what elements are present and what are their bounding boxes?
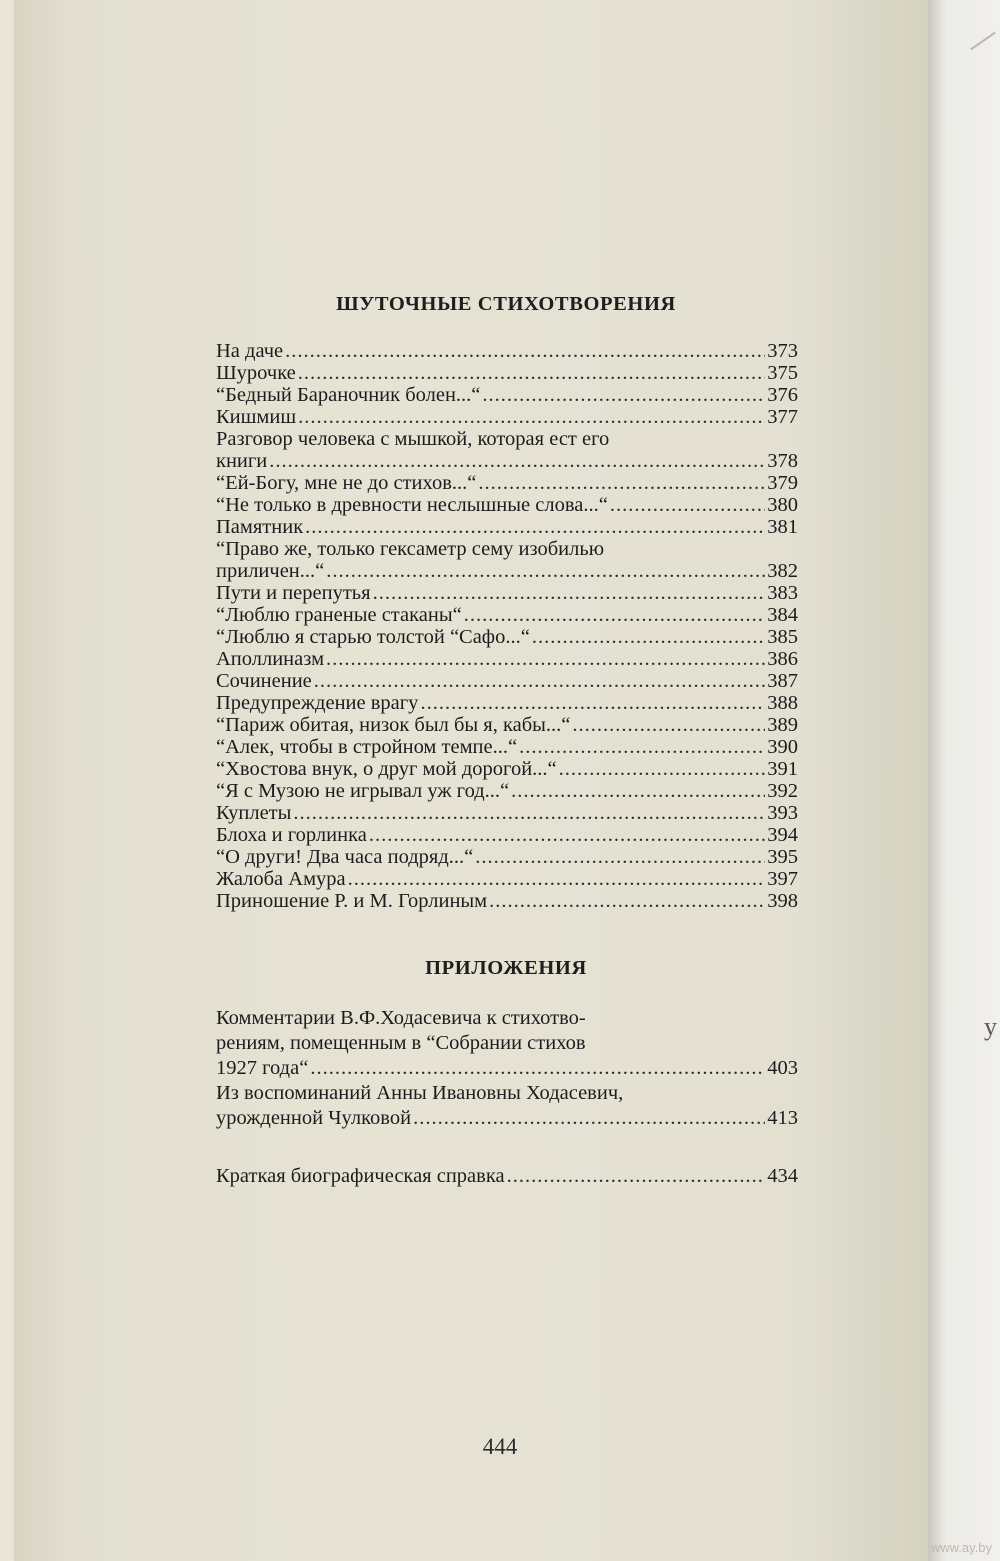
toc-entry-title: “Я с Музою не игрывал уж год...“	[216, 780, 510, 802]
toc-entry	[216, 714, 798, 736]
leader-dots	[519, 736, 765, 758]
toc-entry-first-line: Комментарии В.Ф.Ходасевича к стихотво-	[216, 1007, 586, 1029]
leader-dots	[269, 450, 765, 472]
toc-humorous-poems	[216, 340, 798, 912]
toc-entry-page: 375	[767, 362, 798, 384]
toc-entry-page: 387	[767, 670, 798, 692]
leader-dots	[298, 362, 765, 384]
toc-entry-title: книги	[216, 450, 268, 472]
toc-entry-page: 380	[767, 494, 798, 516]
toc-entry-page: 385	[767, 626, 798, 648]
leader-dots	[572, 714, 765, 736]
toc-entry-title: 1927 года“	[216, 1057, 309, 1079]
toc-entry-title: “Алек, чтобы в стройном темпе...“	[216, 736, 518, 758]
toc-entry-title: “Не только в древности неслышные слова...“	[216, 494, 608, 516]
toc-entry-title: Кишмиш	[216, 406, 297, 428]
toc-entry	[216, 406, 798, 428]
toc-entry-page: 391	[767, 758, 798, 780]
toc-entry-page: 382	[767, 560, 798, 582]
toc-entry-first-line: “Право же, только гексаметр сему изобилью	[216, 538, 605, 560]
toc-entry	[216, 626, 798, 648]
toc-entry-title: “Хвостова внук, о друг мой дорогой...“	[216, 758, 557, 780]
toc-entry	[216, 340, 798, 362]
leader-dots	[511, 780, 765, 802]
toc-entry-page: 403	[767, 1057, 798, 1079]
toc-entry	[216, 362, 798, 384]
toc-entry-title: “Бедный Бараночник болен...“	[216, 384, 481, 406]
toc-final	[216, 1165, 798, 1187]
toc-entry	[216, 802, 798, 824]
toc-entry	[216, 1106, 798, 1131]
leader-dots	[310, 1056, 765, 1081]
toc-entry-title: “Париж обитая, низок был бы я, кабы...“	[216, 714, 571, 736]
leader-dots	[420, 692, 765, 714]
toc-entry-title: Сочинение	[216, 670, 312, 692]
toc-entry-page: 381	[767, 516, 798, 538]
toc-entry-page: 386	[767, 648, 798, 670]
toc-entry-page: 434	[767, 1165, 798, 1187]
toc-entry-page: 394	[767, 824, 798, 846]
toc-entry	[216, 604, 798, 626]
toc-entry-title: Предупреждение врагу	[216, 692, 419, 714]
toc-entry	[216, 890, 798, 912]
toc-entry-title: Шурочке	[216, 362, 296, 384]
pencil-mark	[970, 32, 996, 51]
toc-entry-first-line: Разговор человека с мышкой, которая ест его	[216, 428, 610, 450]
toc-entry	[216, 736, 798, 758]
leader-dots	[326, 648, 765, 670]
toc-entry-title: Жалоба Амура	[216, 868, 346, 890]
toc-entry	[216, 582, 798, 604]
toc-entry	[216, 494, 798, 516]
leader-dots	[489, 890, 765, 912]
toc-entry	[216, 1056, 798, 1081]
leader-dots	[285, 340, 765, 362]
leader-dots	[373, 582, 766, 604]
watermark: www.ay.by	[930, 1540, 992, 1555]
toc-entry-title: “О други! Два часа подряд...“	[216, 846, 474, 868]
leader-dots	[305, 516, 765, 538]
leader-dots	[314, 670, 765, 692]
leader-dots	[464, 604, 766, 626]
toc-entry-title: Куплеты	[216, 802, 292, 824]
toc-entry	[216, 670, 798, 692]
leader-dots	[532, 626, 765, 648]
toc-entry	[216, 648, 798, 670]
toc-entry-title: Аполлиназм	[216, 648, 325, 670]
toc-entry-title: урожденной Чулковой	[216, 1107, 412, 1129]
toc-entry-page: 392	[767, 780, 798, 802]
leader-dots	[293, 802, 765, 824]
leader-dots	[298, 406, 765, 428]
section-title-humorous-poems: ШУТОЧНЫЕ СТИХОТВОРЕНИЯ	[336, 293, 676, 315]
section-title-appendices: ПРИЛОЖЕНИЯ	[425, 957, 587, 979]
facing-page-letter: у	[984, 1012, 997, 1041]
leader-dots	[610, 494, 765, 516]
leader-dots	[559, 758, 766, 780]
toc-entry	[216, 450, 798, 472]
toc-entry-second-line: рениям, помещенным в “Собрании стихов	[216, 1032, 586, 1054]
toc-entry-page: 378	[767, 450, 798, 472]
toc-entry-page: 413	[767, 1107, 798, 1129]
toc-entry	[216, 472, 798, 494]
toc-entry	[216, 846, 798, 868]
page-number: 444	[482, 1434, 518, 1459]
toc-entry-page: 379	[767, 472, 798, 494]
leader-dots	[326, 560, 765, 582]
toc-entry-title: приличен...“	[216, 560, 325, 582]
toc-entry	[216, 1165, 798, 1187]
toc-entry	[216, 560, 798, 582]
leader-dots	[348, 868, 766, 890]
toc-entry-title: Краткая биографическая справка	[216, 1165, 505, 1187]
toc-entry-title: Пути и перепутья	[216, 582, 371, 604]
toc-entry-page: 398	[767, 890, 798, 912]
toc-entry	[216, 384, 798, 406]
toc-entry-page: 393	[767, 802, 798, 824]
toc-entry	[216, 824, 798, 846]
toc-entry-title: Блоха и горлинка	[216, 824, 367, 846]
toc-entry-page: 397	[767, 868, 798, 890]
toc-entry-title: Приношение Р. и М. Горлиным	[216, 890, 488, 912]
toc-appendices	[216, 1006, 798, 1131]
leader-dots	[478, 472, 765, 494]
leader-dots	[482, 384, 765, 406]
leader-dots	[369, 824, 765, 846]
toc-entry-title: “Ей-Богу, мне не до стихов...“	[216, 472, 477, 494]
toc-entry	[216, 868, 798, 890]
toc-entry-page: 390	[767, 736, 798, 758]
toc-entry-title: “Люблю граненые стаканы“	[216, 604, 462, 626]
leader-dots	[413, 1106, 765, 1131]
toc-entry-page: 395	[767, 846, 798, 868]
toc-entry-page: 383	[767, 582, 798, 604]
toc-entry-page: 377	[767, 406, 798, 428]
toc-entry	[216, 758, 798, 780]
toc-entry-title: На даче	[216, 340, 284, 362]
toc-entry-page: 384	[767, 604, 798, 626]
toc-entry	[216, 692, 798, 714]
toc-entry-page: 389	[767, 714, 798, 736]
facing-page-edge	[928, 0, 1000, 1561]
toc-entry-page: 376	[767, 384, 798, 406]
leader-dots	[475, 846, 765, 868]
toc-entry-page: 388	[767, 692, 798, 714]
toc-entry-title: “Люблю я старью толстой “Сафо...“	[216, 626, 530, 648]
leader-dots	[507, 1165, 766, 1187]
toc-entry	[216, 780, 798, 802]
toc-entry-title: Памятник	[216, 516, 304, 538]
toc-entry-page: 373	[767, 340, 798, 362]
toc-entry	[216, 516, 798, 538]
toc-entry-first-line: Из воспоминаний Анны Ивановны Ходасевич,	[216, 1082, 624, 1104]
